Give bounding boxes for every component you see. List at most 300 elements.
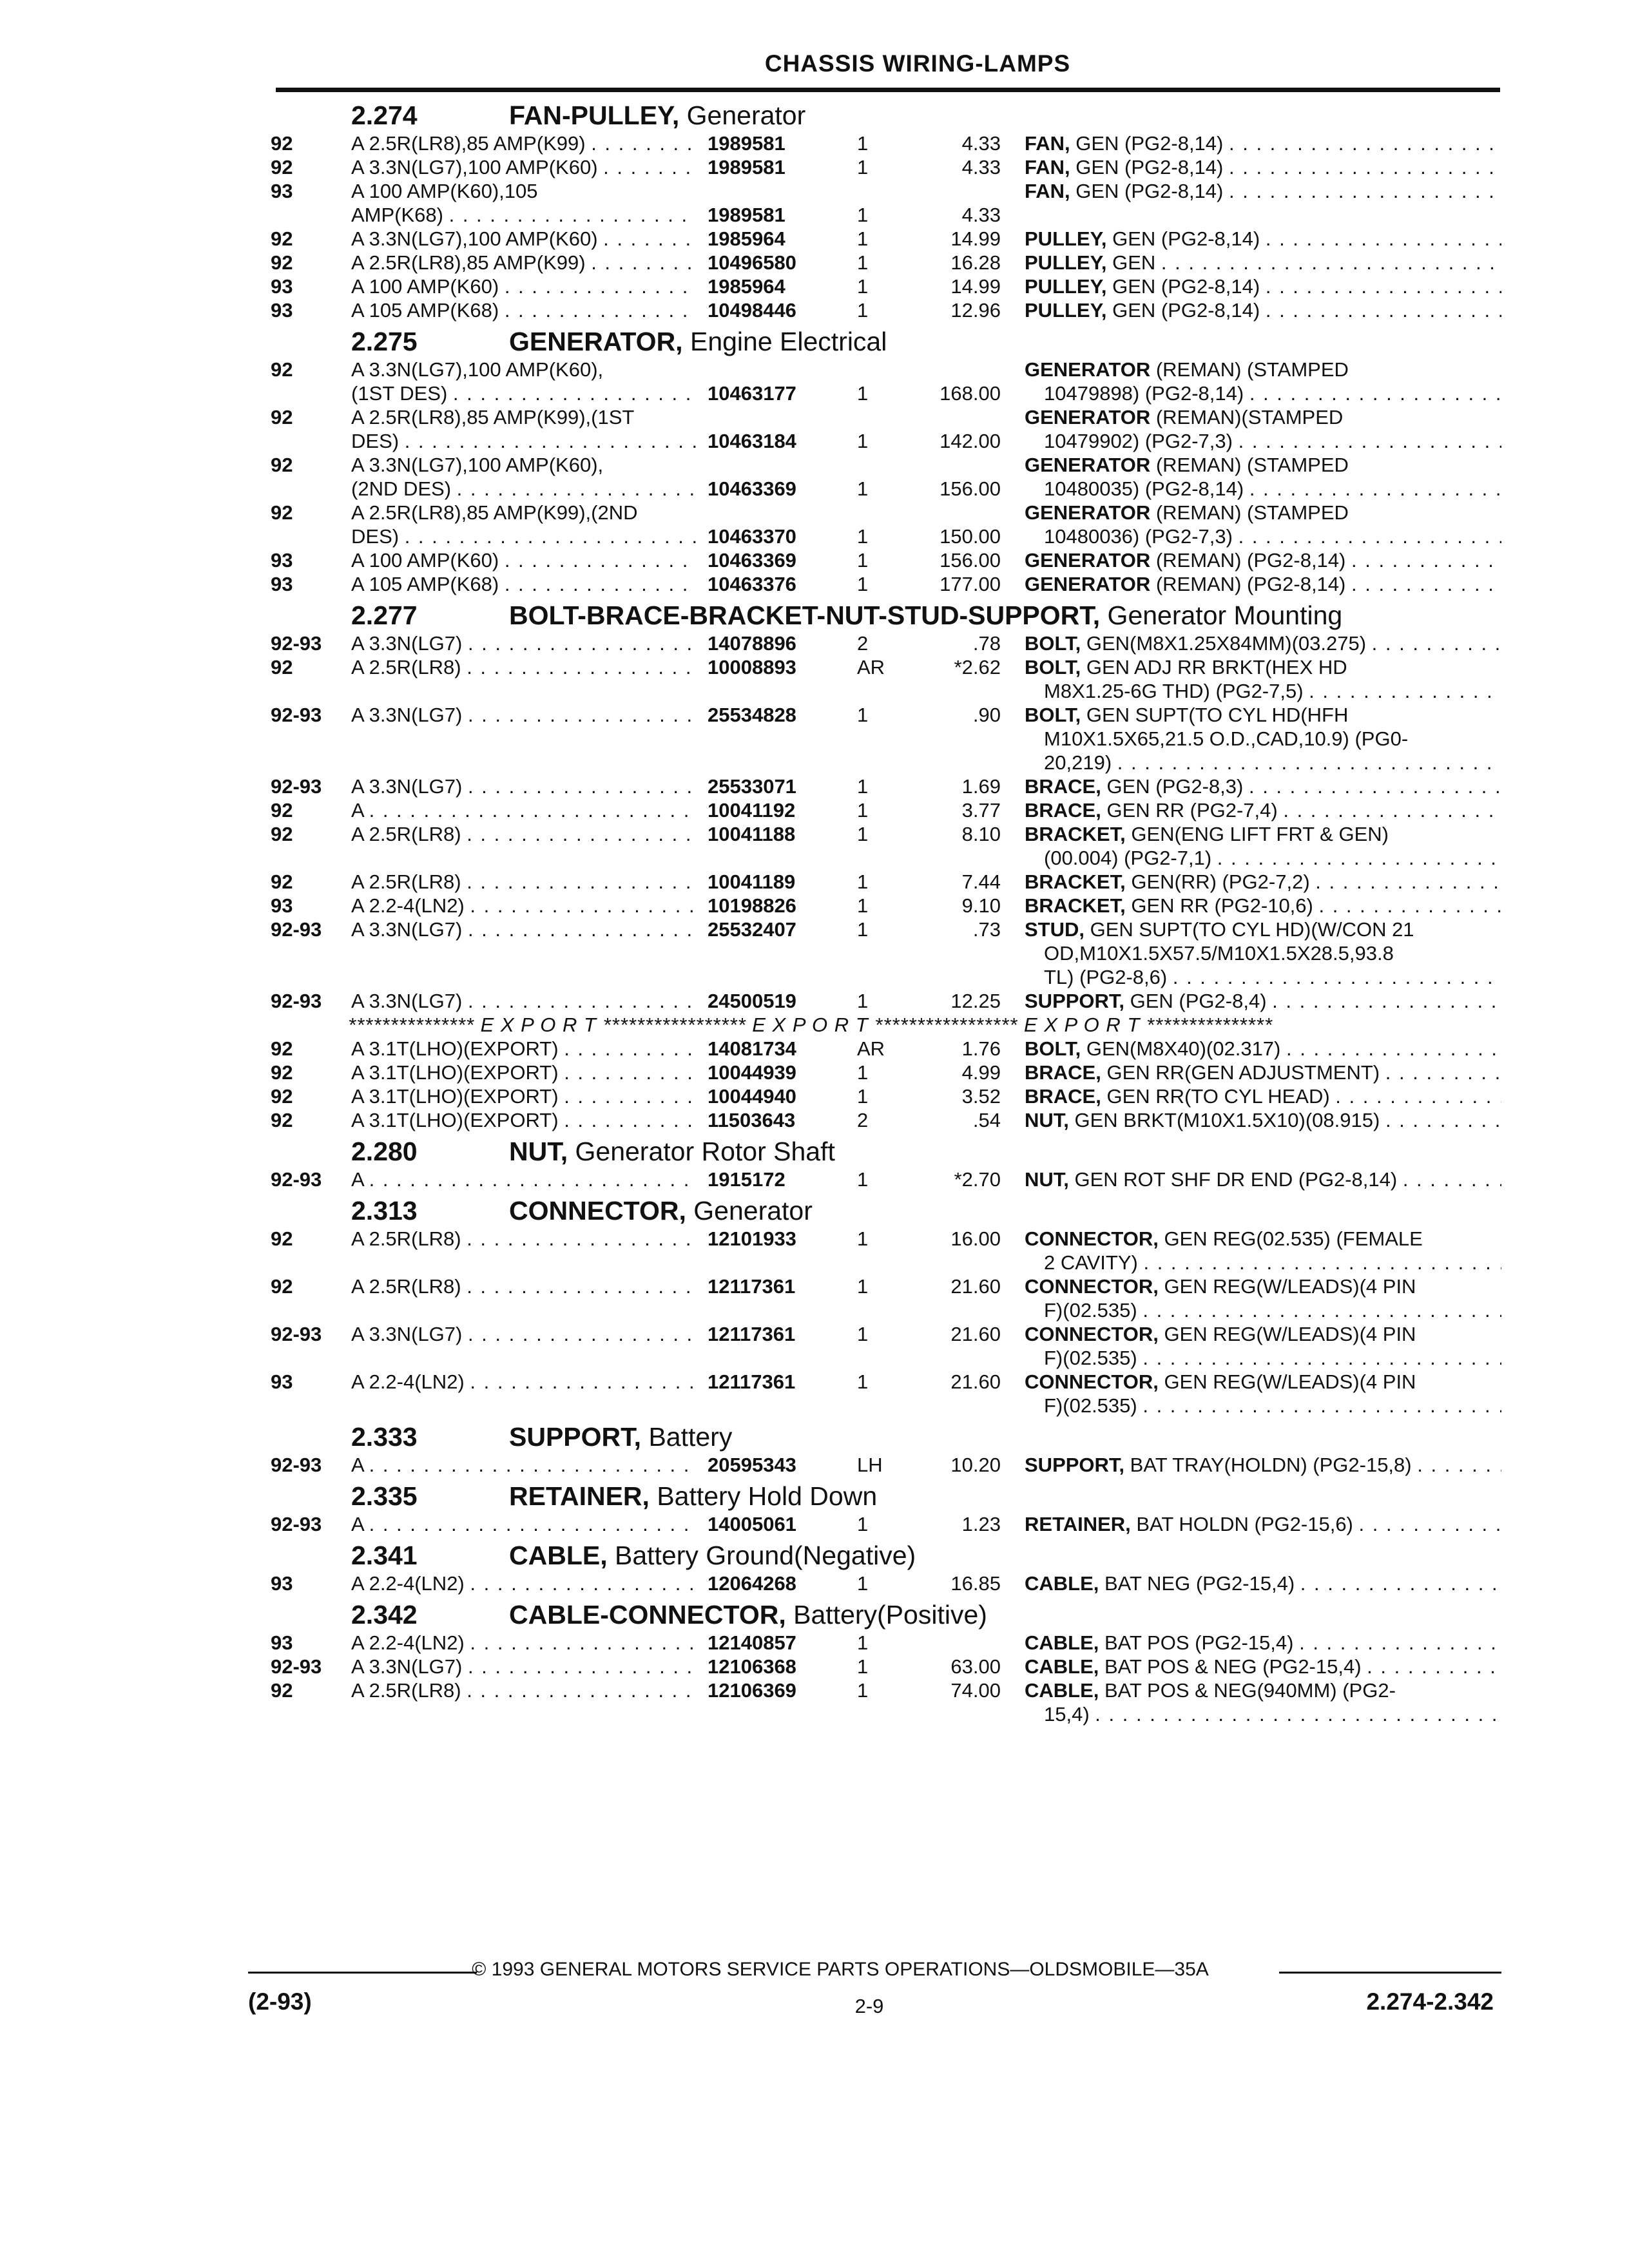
dot-leader [1286, 1037, 1501, 1061]
model-year: 93 [271, 1370, 293, 1393]
part-number: 12064268 [708, 1572, 796, 1595]
description-text: GEN RR(TO CYL HEAD) [1101, 1085, 1330, 1108]
section-title [509, 1541, 916, 1571]
quantity: 1 [857, 204, 869, 226]
price: 4.33 [961, 204, 1001, 226]
footer-copyright: © 1993 GENERAL MOTORS SERVICE PARTS OPERATIONS—OLDSMOBILE—35A [472, 1959, 1209, 1980]
description [1025, 799, 1501, 822]
model-year: 92-93 [271, 704, 322, 726]
model-year: 92 [271, 406, 293, 428]
application [351, 1370, 696, 1394]
quantity: 1 [857, 990, 869, 1012]
dot-leader [467, 656, 696, 679]
dot-leader [1315, 870, 1501, 894]
part-number: 1989581 [708, 156, 786, 178]
description [1025, 632, 1501, 655]
model-year: 92-93 [271, 775, 322, 798]
dot-leader [1217, 847, 1501, 870]
description-text: GEN(M8X40)(02.317) [1081, 1037, 1281, 1060]
part-row [0, 275, 1629, 299]
dot-leader [1372, 632, 1501, 655]
section-title [509, 1196, 813, 1226]
description [1025, 227, 1501, 251]
dot-leader [457, 477, 696, 501]
description-keyword: CABLE, [1025, 1655, 1099, 1678]
price: 8.10 [961, 823, 1001, 845]
section-number: 2.277 [351, 601, 418, 630]
description [1025, 990, 1501, 1013]
description-keyword: BOLT, [1025, 704, 1081, 726]
application-text: A [351, 799, 363, 822]
part-number: 10041189 [708, 870, 796, 893]
application-text: A 2.5R(LR8) [351, 870, 461, 893]
description-text: GEN (PG2-8,14) [1106, 275, 1260, 298]
price: *2.70 [954, 1168, 1001, 1191]
description-keyword: CONNECTOR, [1025, 1370, 1159, 1393]
application [351, 1323, 696, 1346]
description-keyword: GENERATOR [1025, 358, 1151, 381]
description [1025, 501, 1349, 524]
price: 142.00 [940, 430, 1001, 452]
description [1025, 156, 1501, 179]
description [1044, 1394, 1501, 1418]
description-text: 2 CAVITY) [1044, 1251, 1138, 1274]
dot-leader [591, 132, 696, 155]
model-year: 93 [271, 180, 293, 202]
quantity: 1 [857, 251, 869, 274]
description-text: GEN RR (PG2-10,6) [1125, 894, 1313, 917]
part-row-continuation [0, 525, 1629, 549]
part-number: 10498446 [708, 299, 796, 322]
part-number: 1989581 [708, 204, 786, 226]
dot-leader [369, 1454, 696, 1477]
model-year: 92 [271, 156, 293, 178]
description-text: (REMAN) (STAMPED [1150, 454, 1349, 476]
description-keyword: RETAINER, [1025, 1513, 1131, 1535]
dot-leader [564, 1109, 696, 1132]
part-row [0, 918, 1629, 942]
dot-leader [467, 1679, 696, 1702]
price: 21.60 [950, 1275, 1001, 1298]
dot-leader [1272, 990, 1501, 1013]
section-number: 2.280 [351, 1137, 418, 1166]
description-text: BAT POS & NEG (PG2-15,4) [1099, 1655, 1362, 1678]
application-text: AMP(K68) [351, 204, 443, 226]
part-number: 10463177 [708, 382, 796, 405]
model-year: 92 [271, 823, 293, 845]
price: 16.28 [950, 251, 1001, 274]
section-title-main: FAN-PULLEY, [509, 101, 680, 130]
dot-leader [405, 430, 696, 453]
quantity: AR [857, 656, 885, 678]
description-text: 15,4) [1044, 1703, 1090, 1725]
part-row [0, 1572, 1629, 1596]
application [351, 430, 696, 453]
part-row-continuation [0, 477, 1629, 501]
description-keyword: BOLT, [1025, 1037, 1081, 1060]
description-text: (REMAN) (PG2-8,14) [1150, 573, 1346, 595]
dot-leader [470, 1572, 696, 1595]
price: 12.96 [950, 299, 1001, 322]
application [351, 656, 696, 679]
section-title-rest: Generator [686, 1196, 813, 1225]
dot-leader [1161, 251, 1501, 274]
section-title [509, 601, 1342, 631]
application-text: A 100 AMP(K60) [351, 549, 499, 572]
section-title-rest: Battery Ground(Negative) [607, 1541, 916, 1570]
part-row [0, 1370, 1629, 1394]
application-text: A 2.2-4(LN2) [351, 1572, 465, 1595]
application-text: A 3.3N(LG7) [351, 990, 463, 1012]
part-row-continuation [0, 966, 1629, 990]
dot-leader [470, 1370, 696, 1394]
footer-page-number: 2-9 [854, 1995, 884, 2017]
application-text: A 3.3N(LG7),100 AMP(K60), [351, 358, 604, 381]
quantity: 1 [857, 382, 869, 405]
section-heading [0, 1133, 1629, 1168]
part-number: 12117361 [708, 1370, 796, 1393]
description-text: GEN REG(W/LEADS)(4 PIN [1158, 1323, 1416, 1345]
application [351, 799, 696, 822]
dot-leader [1367, 1655, 1501, 1678]
price: 12.25 [950, 990, 1001, 1012]
quantity: 1 [857, 1679, 869, 1702]
description-keyword: CONNECTOR, [1025, 1227, 1159, 1250]
description-keyword: CONNECTOR, [1025, 1323, 1159, 1345]
dot-leader [564, 1085, 696, 1108]
dot-leader [1359, 1513, 1501, 1536]
part-row [0, 251, 1629, 275]
part-row [0, 799, 1629, 823]
application [351, 299, 696, 322]
application [351, 573, 696, 596]
model-year: 93 [271, 894, 293, 917]
description [1025, 132, 1501, 155]
part-row [0, 501, 1629, 525]
application [351, 632, 696, 655]
price: 63.00 [950, 1655, 1001, 1678]
quantity: 1 [857, 1061, 869, 1084]
price: .54 [972, 1109, 1001, 1131]
quantity: 1 [857, 1085, 869, 1108]
dot-leader [1351, 573, 1501, 596]
description-keyword: CABLE, [1025, 1572, 1099, 1595]
model-year: 92 [271, 1109, 293, 1131]
description-keyword: FAN, [1025, 180, 1070, 202]
description-text: TL) (PG2-8,6) [1044, 966, 1168, 988]
description-keyword: NUT, [1025, 1168, 1069, 1191]
application [351, 918, 696, 941]
part-row [0, 132, 1629, 156]
application-text: A 2.2-4(LN2) [351, 1370, 465, 1393]
description-keyword: SUPPORT, [1025, 1454, 1125, 1476]
description-text: BAT POS & NEG(940MM) (PG2- [1099, 1679, 1396, 1702]
part-row [0, 894, 1629, 918]
dot-leader [1229, 156, 1501, 179]
dot-leader [1239, 430, 1501, 453]
dot-leader [468, 775, 696, 798]
dot-leader [405, 525, 696, 548]
dot-leader [1300, 1572, 1501, 1595]
application-text: DES) [351, 430, 400, 452]
part-row-continuation [0, 847, 1629, 870]
part-row [0, 823, 1629, 847]
description [1025, 573, 1501, 596]
description [1025, 299, 1501, 322]
application-text: A 2.5R(LR8) [351, 1679, 461, 1702]
description-text: GEN ROT SHF DR END (PG2-8,14) [1068, 1168, 1398, 1191]
description-keyword: STUD, [1025, 918, 1084, 941]
application-text: A [351, 1454, 363, 1476]
quantity: 1 [857, 227, 869, 250]
price: 4.33 [961, 156, 1001, 178]
application [351, 1037, 696, 1061]
part-row [0, 1513, 1629, 1537]
part-row [0, 1323, 1629, 1347]
part-number: 11503643 [708, 1109, 796, 1131]
description-keyword: BRACKET, [1025, 870, 1126, 893]
page-title: CHASSIS WIRING-LAMPS [764, 50, 1071, 77]
application [351, 1631, 696, 1655]
part-number: 25532407 [708, 918, 796, 941]
dot-leader [1283, 799, 1501, 822]
part-number: 12101933 [708, 1227, 796, 1250]
description-text: GEN (PG2-8,14) [1070, 180, 1224, 202]
description [1044, 382, 1501, 405]
description [1044, 1299, 1501, 1322]
quantity: 1 [857, 823, 869, 845]
dot-leader [1266, 227, 1501, 251]
description [1044, 430, 1501, 453]
description [1025, 549, 1501, 572]
description [1025, 1227, 1423, 1251]
application [351, 382, 696, 405]
dot-leader [468, 1323, 696, 1346]
application-text: A 2.5R(LR8),85 AMP(K99) [351, 251, 586, 274]
quantity: 1 [857, 894, 869, 917]
description-text: GEN SUPT(TO CYL HD(HFH [1081, 704, 1349, 726]
export-banner [0, 1014, 1629, 1037]
application [351, 358, 603, 381]
application-text: A 3.3N(LG7),100 AMP(K60), [351, 454, 604, 476]
price: 156.00 [940, 549, 1001, 572]
quantity: 1 [857, 1168, 869, 1191]
application-text: A 2.5R(LR8),85 AMP(K99) [351, 132, 586, 155]
application [351, 1085, 696, 1108]
dot-leader [505, 299, 696, 322]
quantity: 1 [857, 1655, 869, 1678]
quantity: 1 [857, 918, 869, 941]
price: 21.60 [950, 1370, 1001, 1393]
application-text: A [351, 1168, 363, 1191]
part-number: 14078896 [708, 632, 796, 655]
part-row [0, 299, 1629, 323]
description [1025, 454, 1349, 477]
section-title [509, 1422, 732, 1452]
part-row-continuation [0, 942, 1629, 966]
model-year: 92 [271, 1085, 293, 1108]
quantity: 1 [857, 1275, 869, 1298]
description [1025, 870, 1501, 894]
model-year: 93 [271, 549, 293, 572]
application [351, 775, 696, 798]
price: 21.60 [950, 1323, 1001, 1345]
application-text: A 2.5R(LR8) [351, 1227, 461, 1250]
price: 4.99 [961, 1061, 1001, 1084]
section-number: 2.341 [351, 1541, 418, 1570]
application [351, 275, 696, 298]
description-keyword: FAN, [1025, 132, 1070, 155]
description-keyword: GENERATOR [1025, 573, 1151, 595]
application-text: A 3.3N(LG7) [351, 632, 463, 655]
quantity: 1 [857, 430, 869, 452]
application-text: A 105 AMP(K68) [351, 573, 499, 595]
dot-leader [1095, 1703, 1501, 1726]
model-year: 92 [271, 799, 293, 822]
part-row [0, 870, 1629, 894]
dot-leader [1142, 1394, 1501, 1418]
quantity: 1 [857, 775, 869, 798]
section-heading [0, 1596, 1629, 1631]
model-year: 92 [271, 501, 293, 524]
dot-leader [468, 704, 696, 727]
description [1044, 477, 1501, 501]
description-keyword: BRACE, [1025, 775, 1101, 798]
part-number: 14081734 [708, 1037, 796, 1060]
description [1025, 823, 1389, 846]
part-number: 10463369 [708, 477, 796, 500]
section-title-main: CABLE, [509, 1541, 608, 1570]
model-year: 92-93 [271, 1513, 322, 1535]
description-text: (REMAN) (STAMPED [1150, 501, 1349, 524]
part-number: 1985964 [708, 275, 786, 298]
part-row [0, 775, 1629, 799]
application [351, 894, 696, 918]
dot-leader [1142, 1347, 1501, 1370]
description-text: (REMAN) (PG2-8,14) [1150, 549, 1346, 572]
quantity: 1 [857, 156, 869, 178]
quantity: 1 [857, 132, 869, 155]
quantity: 1 [857, 1631, 869, 1654]
application [351, 1454, 696, 1477]
part-number: 10496580 [708, 251, 796, 274]
description [1025, 251, 1501, 274]
application-text: A 3.1T(LHO)(EXPORT) [351, 1061, 559, 1084]
part-row-continuation [0, 430, 1629, 454]
description-text: F)(02.535) [1044, 1347, 1137, 1369]
application-text: A 3.3N(LG7) [351, 1655, 463, 1678]
description-keyword: CABLE, [1025, 1631, 1099, 1654]
application [351, 251, 696, 274]
application-text: A 3.1T(LHO)(EXPORT) [351, 1085, 559, 1108]
model-year: 92-93 [271, 632, 322, 655]
description-text: GEN REG(W/LEADS)(4 PIN [1158, 1370, 1416, 1393]
section-number: 2.274 [351, 101, 418, 130]
section-title [509, 1137, 835, 1167]
dot-leader [468, 990, 696, 1013]
application [351, 454, 603, 477]
price: 74.00 [950, 1679, 1001, 1702]
model-year: 93 [271, 275, 293, 298]
application-text: DES) [351, 525, 400, 548]
dot-leader [468, 1655, 696, 1678]
price: *2.62 [954, 656, 1001, 678]
description [1025, 1037, 1501, 1061]
quantity: 1 [857, 477, 869, 500]
quantity: 1 [857, 549, 869, 572]
part-row-continuation [0, 1347, 1629, 1370]
section-title-main: SUPPORT, [509, 1422, 642, 1452]
quantity: 2 [857, 632, 869, 655]
part-row [0, 454, 1629, 477]
application-text: A 3.3N(LG7),100 AMP(K60) [351, 156, 598, 178]
part-row [0, 1037, 1629, 1061]
application-text: A 3.1T(LHO)(EXPORT) [351, 1109, 559, 1131]
application [351, 1168, 696, 1191]
description-text: F)(02.535) [1044, 1299, 1137, 1321]
part-row [0, 549, 1629, 573]
description [1025, 1513, 1501, 1536]
description-text: 10480036) (PG2-7,3) [1044, 525, 1233, 548]
description [1044, 966, 1501, 989]
dot-leader [1173, 966, 1501, 989]
description [1044, 751, 1501, 774]
dot-leader [1299, 1631, 1501, 1655]
part-row [0, 656, 1629, 680]
part-number: 10198826 [708, 894, 796, 917]
price: 3.77 [961, 799, 1001, 822]
application-text: (2ND DES) [351, 477, 452, 500]
section-title [509, 1600, 987, 1630]
application [351, 477, 696, 501]
dot-leader [467, 1275, 696, 1298]
description-keyword: FAN, [1025, 156, 1070, 178]
application [351, 227, 696, 251]
part-row [0, 1085, 1629, 1109]
application-text: A 2.5R(LR8),85 AMP(K99),(2ND [351, 501, 638, 524]
dot-leader [1229, 132, 1501, 155]
price: 16.00 [950, 1227, 1001, 1250]
description-text: M10X1.5X65,21.5 O.D.,CAD,10.9) (PG0- [1044, 727, 1409, 750]
description [1044, 680, 1501, 703]
description-text: GEN SUPT(TO CYL HD)(W/CON 21 [1084, 918, 1414, 941]
quantity: 1 [857, 1227, 869, 1250]
price: 156.00 [940, 477, 1001, 500]
quantity: 1 [857, 299, 869, 322]
description [1044, 847, 1501, 870]
application-text: A 2.5R(LR8) [351, 656, 461, 678]
application-text: A 3.3N(LG7) [351, 1323, 463, 1345]
description [1025, 1454, 1501, 1477]
model-year: 92 [271, 1037, 293, 1060]
description-keyword: BRACKET, [1025, 823, 1126, 845]
price: 7.44 [961, 870, 1001, 893]
part-row [0, 573, 1629, 597]
dot-leader [470, 894, 696, 918]
quantity: 1 [857, 1572, 869, 1595]
part-number: 10463184 [708, 430, 796, 452]
description-keyword: BOLT, [1025, 656, 1081, 678]
model-year: 92 [271, 1679, 293, 1702]
description-text: GEN REG(W/LEADS)(4 PIN [1158, 1275, 1416, 1298]
section-title-rest: Generator Mounting [1100, 601, 1343, 630]
section-heading [0, 597, 1629, 632]
application [351, 823, 696, 846]
application-text: A 2.5R(LR8) [351, 823, 461, 845]
price: 9.10 [961, 894, 1001, 917]
description [1044, 1251, 1501, 1274]
description-text: GEN RR(GEN ADJUSTMENT) [1101, 1061, 1380, 1084]
